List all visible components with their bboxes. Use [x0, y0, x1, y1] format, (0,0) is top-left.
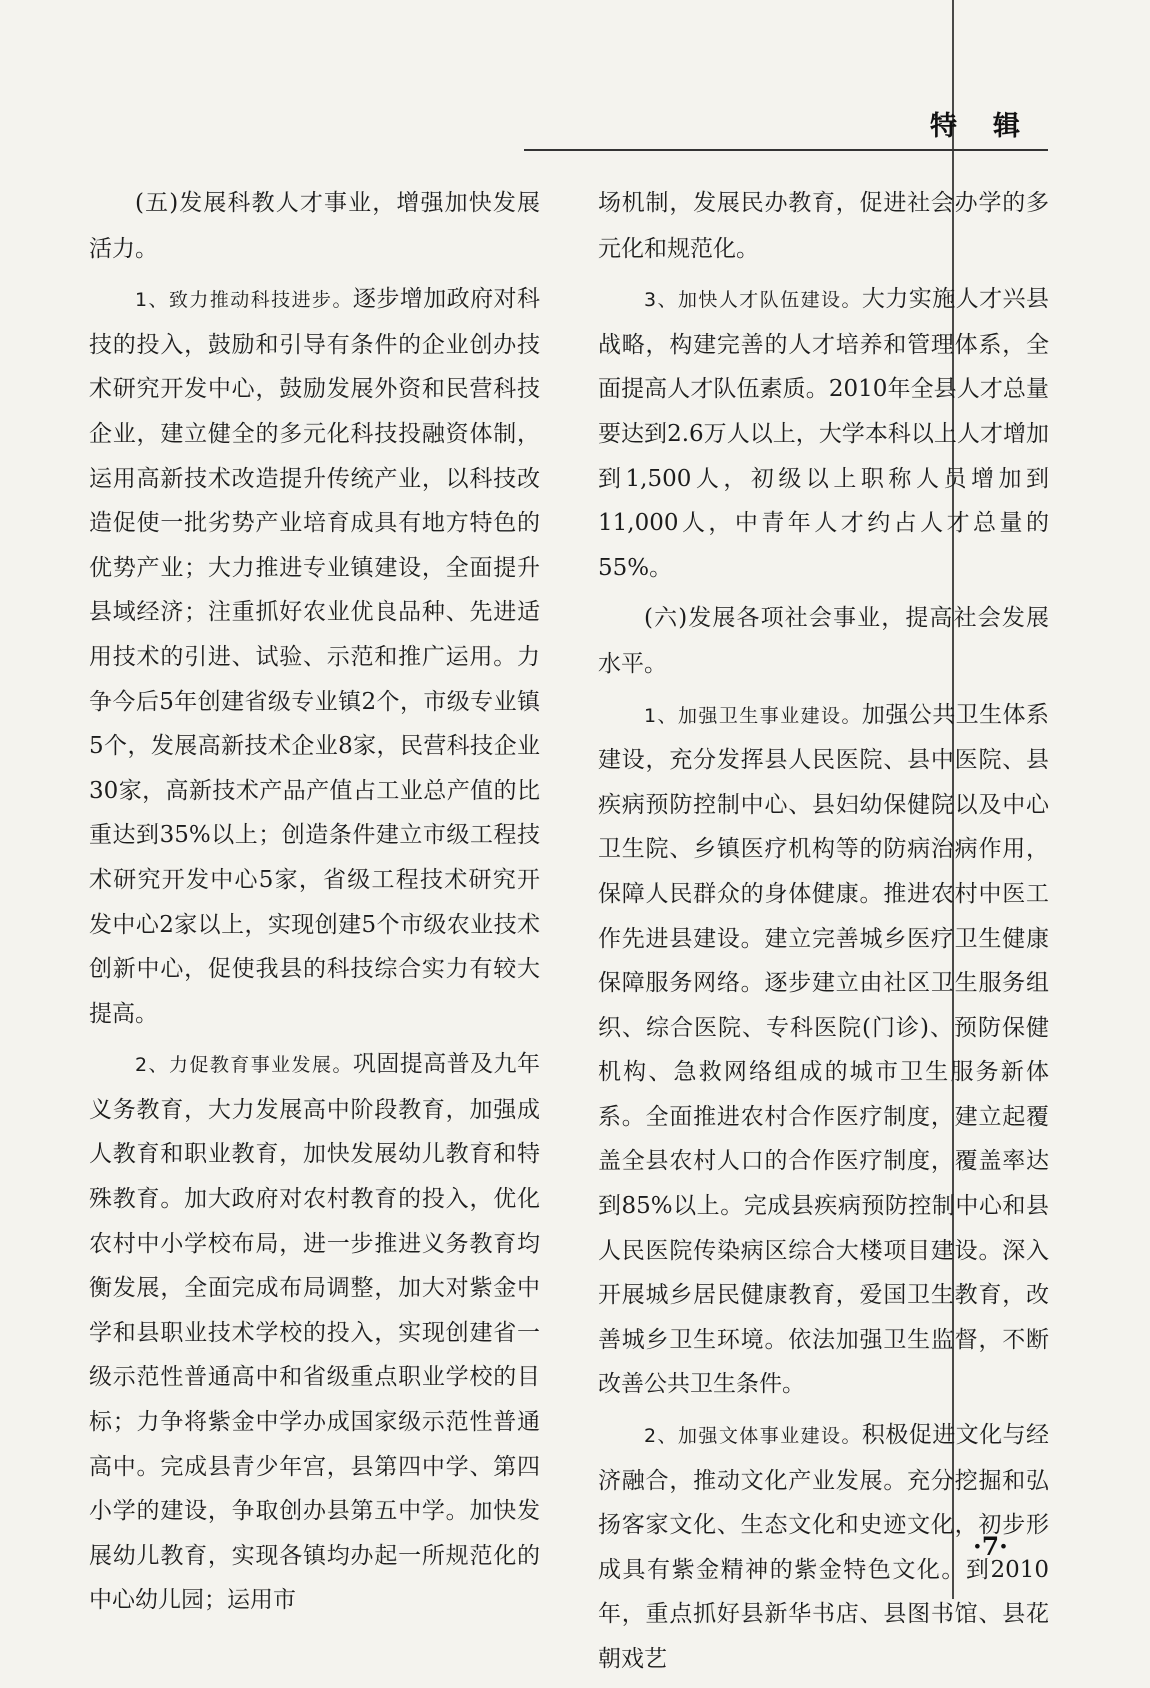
paragraph-text: 巩固提高普及九年义务教育，大力发展高中阶段教育，加强成人教育和职业教育，加快发展幼儿教育和特殊教育。加大政府对农村教育的投入，优化农村中小学校布局，进一步推进义务教育均衡发展，全面完成布局调整，加大对紫金中学和县职业技术学校的投入，实现创建省一级示范性普通高中和省级重点职业学校的目标；力争将紫金中学办成国家级示范性普通高中。完成县青少年宫，县第四中学、第四小学的建设，争取创办县第五中学。加快发展幼儿教育，实现各镇均办起一所规范化的中心幼儿园；运用市	[89, 1051, 540, 1614]
paragraph	[598, 693, 1049, 1408]
paragraph	[598, 181, 1049, 271]
page-number: ·7·	[973, 1532, 1008, 1561]
header-rule	[524, 149, 1048, 151]
left-column	[89, 181, 540, 1629]
paragraph-text: (五)发展科教人才事业，增强加快发展活力。	[89, 190, 540, 262]
paragraph-text: 逐步增加政府对科技的投入，鼓励和引导有条件的企业创办技术研究开发中心，鼓励发展外资和民营科技企业，建立健全的多元化科技投融资体制，运用高新技术改造提升传统产业，以科技改造促使一批劣势产业培育成具有地方特色的优势产业；大力推进专业镇建设，全面提升县域经济；注重抓好农业优良品种、先进适用技术的引进、试验、示范和推广运用。力争今后5年创建省级专业镇2个，市级专业镇5个，发展高新技术企业8家，民营科技企业30家，高新技术产品产值占工业总产值的比重达到35%以上；创造条件建立市级工程技术研究开发中心5家，省级工程技术研究开发中心2家以上，实现创建5个市级农业技术创新中心，促使我县的科技综合实力有较大提高。	[89, 286, 540, 1027]
paragraph-text: 大力实施人才兴县战略，构建完善的人才培养和管理体系，全面提高人才队伍素质。2010年全县人才总量要达到2.6万人以上，大学本科以上人才增加到1,500人，初级以上职称人员增加到11,000人，中青年人才约占人才总量的55%。	[598, 286, 1049, 581]
paragraph-lead: 2、加强文体事业建设。	[644, 1425, 862, 1448]
paragraph	[598, 596, 1049, 686]
paragraph	[598, 277, 1049, 590]
right-column	[598, 181, 1049, 1688]
paragraph-text: 场机制，发展民办教育，促进社会办学的多元化和规范化。	[598, 190, 1049, 262]
paragraph-lead: 2、力促教育事业发展。	[135, 1054, 353, 1077]
paragraph	[89, 181, 540, 271]
paragraph	[89, 1042, 540, 1623]
paragraph-lead: 1、致力推动科技进步。	[135, 289, 353, 312]
paragraph-text: 加强公共卫生体系建设，充分发挥县人民医院、县中医院、县疾病预防控制中心、县妇幼保健院以及中心卫生院、乡镇医疗机构等的防病治病作用，保障人民群众的身体健康。推进农村中医工作先进县建设。建立完善城乡医疗卫生健康保障服务网络。逐步建立由社区卫生服务组织、综合医院、专科医院(门诊)、预防保健机构、急救网络组成的城市卫生服务新体系。全面推进农村合作医疗制度，建立起覆盖全县农村人口的合作医疗制度，覆盖率达到85%以上。完成县疾病预防控制中心和县人民医院传染病区综合大楼项目建设。深入开展城乡居民健康教育，爱国卫生教育，改善城乡卫生环境。依法加强卫生监督，不断改善公共卫生条件。	[598, 701, 1049, 1398]
paragraph-lead: 1、加强卫生事业建设。	[644, 704, 862, 727]
paragraph-lead: 3、加快人才队伍建设。	[644, 289, 862, 312]
paragraph	[89, 277, 540, 1036]
paragraph-text: (六)发展各项社会事业，提高社会发展水平。	[598, 605, 1049, 677]
paragraph-text: 积极促进文化与经济融合，推动文化产业发展。充分挖掘和弘扬客家文化、生态文化和史迹文化，初步形成具有紫金精神的紫金特色文化。到2010年，重点抓好县新华书店、县图书馆、县花朝戏艺	[598, 1422, 1049, 1672]
section-header: 特辑	[930, 111, 1056, 142]
